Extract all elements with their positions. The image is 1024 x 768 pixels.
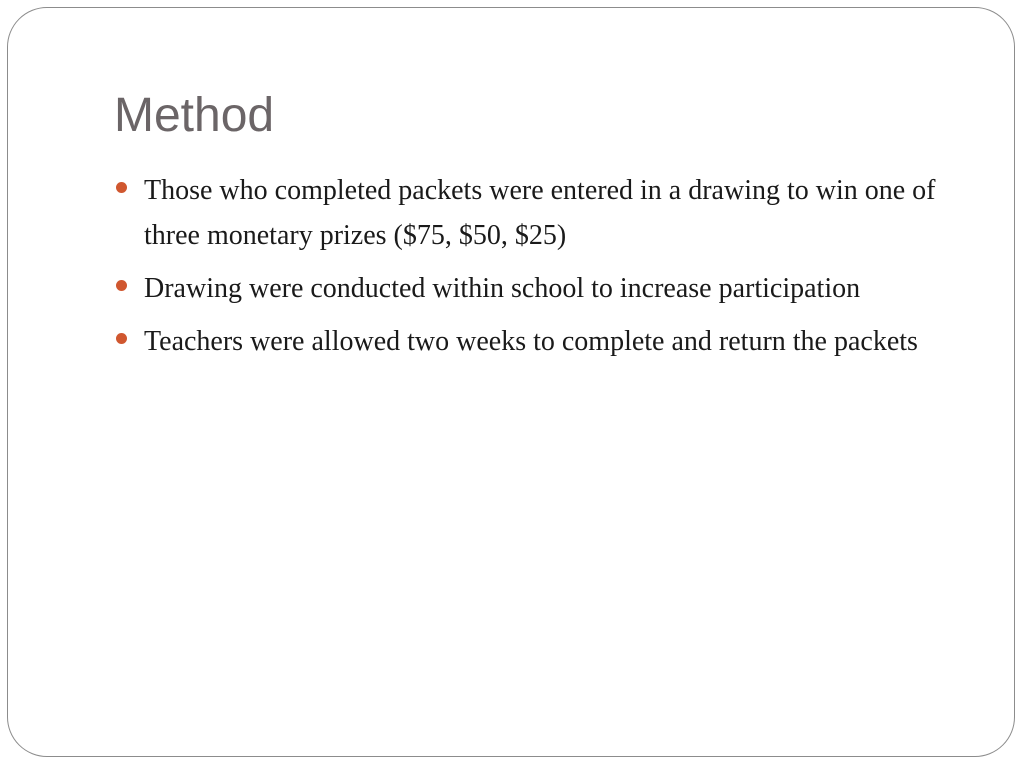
bullet-item bbox=[114, 168, 984, 258]
bullet-dot-icon bbox=[116, 280, 127, 291]
bullet-item bbox=[114, 319, 984, 364]
bullet-text: Those who completed packets were entered in a drawing to win one of three monetary prizes ($75, $50, $25) bbox=[144, 175, 936, 251]
bullet-item bbox=[114, 266, 984, 311]
bullet-text: Drawing were conducted within school to increase participation bbox=[144, 273, 861, 304]
bullet-dot-icon bbox=[116, 182, 127, 193]
slide-title: Method bbox=[114, 89, 275, 142]
bullet-list bbox=[114, 168, 984, 372]
bullet-text: Teachers were allowed two weeks to complete and return the packets bbox=[144, 326, 918, 357]
bullet-dot-icon bbox=[116, 333, 127, 344]
